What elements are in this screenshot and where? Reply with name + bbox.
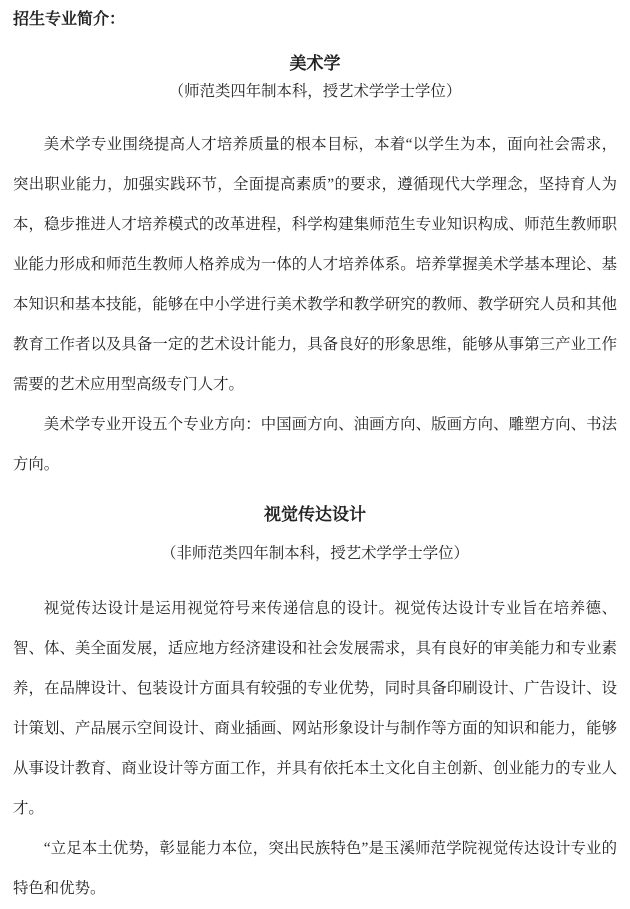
section-heading-visual-design: 视觉传达设计	[264, 505, 366, 524]
section-subtitle-fine-arts: （师范类四年制本科，授艺术学学士学位）	[168, 83, 462, 100]
section-visual-communication-design	[13, 504, 617, 909]
paragraph-visual-design-overview: 视觉传达设计是运用视觉符号来传递信息的设计。视觉传达设计专业旨在培养德、智、体、美全面发展，适应地方经济建设和社会发展需求，具有良好的审美能力和专业素养，在品牌设计、包装设计方面具有较强的专业优势，同时具备印刷设计、广告设计、设计策划、产品展示空间设计、商业插画、网站形象设计与制作等方面的知识和能力，能够从事设计教育、商业设计等方面工作，并具有依托本土文化自主创新、创业能力的专业人才。	[13, 600, 617, 817]
section-fine-arts	[13, 53, 617, 485]
paragraph-fine-arts-overview: 美术学专业围绕提高人才培养质量的根本目标，本着“以学生为本，面向社会需求，突出职业能力，加强实践环节，全面提高素质”的要求，遵循现代大学理念，坚持育人为本，稳步推进人才培养模式的改革进程，科学构建集师范生专业知识构成、师范生教师职业能力形成和师范生教师人格养成为一体的人才培养体系。培养掌握美术学基本理论、基本知识和基本技能，能够在中小学进行美术教学和教学研究的教师、教学研究人员和其他教育工作者以及具备一定的艺术设计能力，具备良好的形象思维，能够从事第三产业工作需要的艺术应用型高级专门人才。	[13, 136, 617, 393]
paragraph-visual-design-features: “立足本土优势，彰显能力本位，突出民族特色”是玉溪师范学院视觉传达设计专业的特色和优势。	[13, 840, 617, 897]
document-page	[0, 10, 630, 909]
page-title: 招生专业简介：	[13, 11, 126, 28]
section-subtitle-visual-design: （非师范类四年制本科，授艺术学学士学位）	[161, 545, 469, 562]
paragraph-fine-arts-directions: 美术学专业开设五个专业方向：中国画方向、油画方向、版画方向、雕塑方向、书法方向。	[13, 416, 617, 473]
section-heading-fine-arts: 美术学	[289, 54, 341, 73]
